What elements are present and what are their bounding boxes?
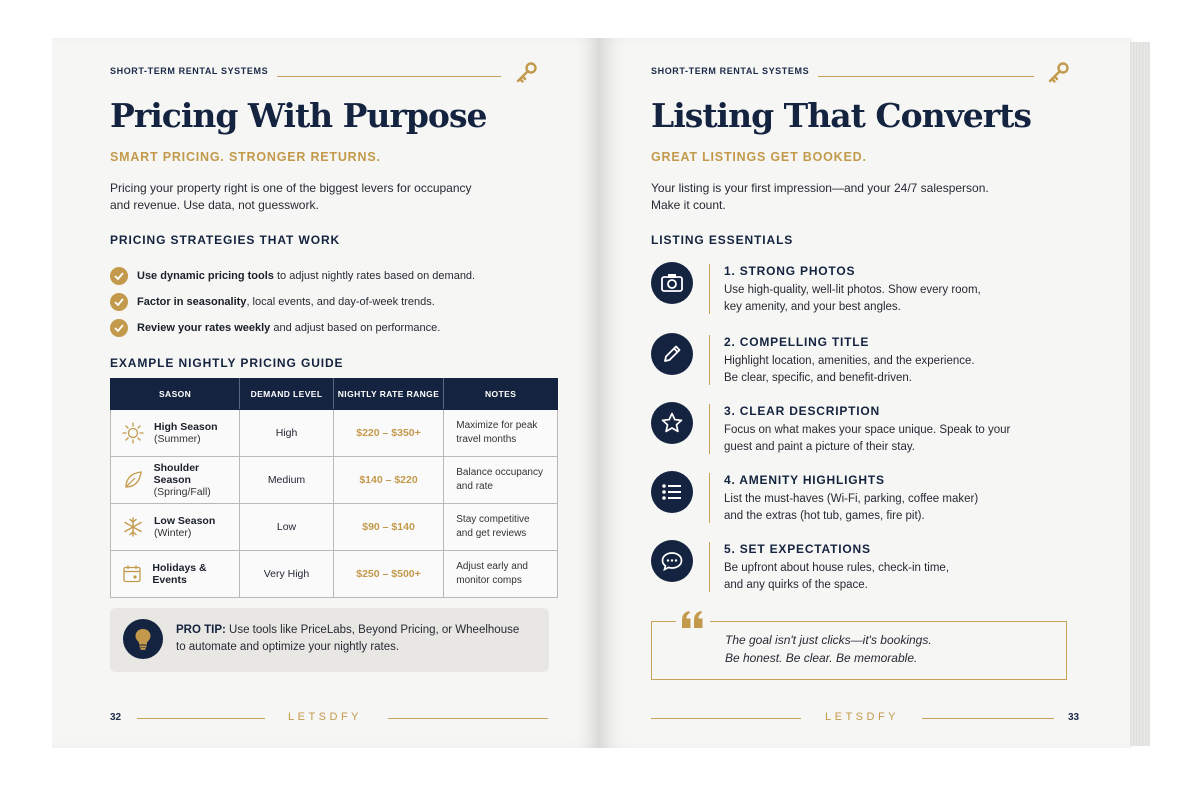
- quote-box: [651, 621, 1067, 680]
- footer-rule: [922, 718, 1054, 719]
- star-icon: [651, 402, 693, 444]
- table-header-row: [111, 379, 558, 410]
- notes-cell: Balance occupancy and rate: [444, 457, 558, 504]
- rate-cell: $250 – $500+: [333, 551, 443, 598]
- lightbulb-icon: [123, 619, 163, 659]
- demand-cell: Very High: [240, 551, 334, 598]
- pro-tip-box: [110, 608, 549, 672]
- snowflake-icon: [120, 514, 146, 540]
- guide-heading: EXAMPLE NIGHTLY PRICING GUIDE: [110, 356, 344, 370]
- essential-text: List the must-haves (Wi-Fi, parking, coffee maker) and the extras (hot tub, games, fire pit).: [724, 493, 979, 522]
- calendar-icon: [120, 561, 144, 587]
- footer-rule: [651, 718, 801, 719]
- list-item: [110, 263, 475, 289]
- demand-cell: High: [240, 410, 334, 457]
- season-sub: (Summer): [154, 433, 201, 445]
- checkmark-icon: [110, 293, 128, 311]
- strategy-text: and adjust based on performance.: [270, 322, 441, 334]
- pro-tip-line: to automate and optimize your nightly rates.: [176, 641, 400, 653]
- page-title: Pricing With Purpose: [110, 96, 487, 135]
- page-subtitle: GREAT LISTINGS GET BOOKED.: [651, 150, 867, 164]
- list-item: [110, 289, 475, 315]
- intro-line: Your listing is your first impression—and your 24/7 salesperson.: [651, 181, 989, 195]
- demand-cell: Low: [240, 504, 334, 551]
- intro-text: [651, 180, 989, 214]
- list-item: [651, 540, 1071, 600]
- strategy-bold: Factor in seasonality: [137, 296, 247, 308]
- header-rule: [818, 76, 1034, 77]
- essential-title: 4. AMENITY HIGHLIGHTS: [724, 473, 885, 487]
- essential-text: Focus on what makes your space unique. Speak to your guest and paint a picture of their stay.: [724, 424, 1011, 453]
- list-item: [651, 471, 1071, 531]
- column-header: DEMAND LEVEL: [240, 379, 334, 410]
- key-icon: [514, 62, 538, 84]
- rate-cell: $220 – $350+: [333, 410, 443, 457]
- header-rule: [277, 76, 501, 77]
- divider: [709, 473, 710, 523]
- divider: [709, 404, 710, 454]
- season-name: Low Season: [154, 515, 216, 527]
- column-header: NOTES: [444, 379, 558, 410]
- essential-text: Be upfront about house rules, check-in time, and any quirks of the space.: [724, 562, 950, 591]
- season-name: Shoulder Season: [153, 462, 200, 486]
- list-item: [651, 262, 1071, 322]
- footer-rule: [388, 718, 548, 719]
- pro-tip-label: PRO TIP:: [176, 624, 226, 636]
- essential-title: 2. COMPELLING TITLE: [724, 335, 870, 349]
- pencil-icon: [651, 333, 693, 375]
- strategy-text: , local events, and day-of-week trends.: [246, 296, 435, 308]
- strategies-heading: PRICING STRATEGIES THAT WORK: [110, 233, 341, 247]
- essential-title: 5. SET EXPECTATIONS: [724, 542, 871, 556]
- divider: [709, 335, 710, 385]
- right-page: [600, 38, 1132, 748]
- list-item: [651, 402, 1071, 462]
- quote-text: The goal isn't just clicks—it's bookings. Be honest. Be clear. Be memorable.: [725, 633, 932, 665]
- running-head: SHORT-TERM RENTAL SYSTEMS: [110, 66, 269, 76]
- strategy-list: [110, 263, 475, 341]
- list-item: [651, 333, 1071, 393]
- camera-icon: [651, 262, 693, 304]
- strategy-bold: Review your rates weekly: [137, 322, 271, 334]
- season-name: Holidays & Events: [152, 562, 207, 586]
- divider: [709, 264, 710, 314]
- footer-rule: [137, 718, 265, 719]
- list-icon: [651, 471, 693, 513]
- checkmark-icon: [110, 319, 128, 337]
- page-edges: [1130, 42, 1150, 746]
- essential-title: 1. STRONG PHOTOS: [724, 264, 856, 278]
- left-page: [52, 38, 600, 748]
- divider: [709, 542, 710, 592]
- rate-cell: $140 – $220: [333, 457, 443, 504]
- page-number: 32: [110, 712, 122, 723]
- notes-cell: Maximize for peak travel months: [444, 410, 558, 457]
- pricing-table: [110, 378, 558, 598]
- essential-text: Use high-quality, well-lit photos. Show every room, key amenity, and your best angles.: [724, 284, 981, 313]
- footer-brand: LETSDFY: [825, 711, 900, 723]
- table-row: [111, 551, 558, 598]
- strategy-bold: Use dynamic pricing tools: [137, 270, 274, 282]
- notes-cell: Adjust early and monitor comps: [444, 551, 558, 598]
- intro-line: Pricing your property right is one of the biggest levers for occupancy: [110, 181, 472, 195]
- essential-text: Highlight location, amenities, and the experience. Be clear, specific, and benefit-driven.: [724, 355, 975, 384]
- quote-mark-icon: [676, 610, 710, 635]
- table-row: [111, 457, 558, 504]
- demand-cell: Medium: [240, 457, 334, 504]
- season-sub: (Spring/Fall): [153, 486, 211, 498]
- rate-cell: $90 – $140: [333, 504, 443, 551]
- pro-tip-text: [176, 622, 519, 656]
- page-number: 33: [1068, 712, 1080, 723]
- table-row: [111, 410, 558, 457]
- list-item: [110, 315, 475, 341]
- strategy-text: to adjust nightly rates based on demand.: [273, 270, 476, 282]
- essentials-heading: LISTING ESSENTIALS: [651, 233, 794, 247]
- column-header: NIGHTLY RATE RANGE: [333, 379, 443, 410]
- key-icon: [1046, 62, 1070, 84]
- table-row: [111, 504, 558, 551]
- intro-text: [110, 180, 472, 214]
- season-sub: (Winter): [154, 527, 192, 539]
- season-name: High Season: [154, 421, 218, 433]
- notes-cell: Stay competitive and get reviews: [444, 504, 558, 551]
- footer-brand: LETSDFY: [288, 711, 363, 723]
- checkmark-icon: [110, 267, 128, 285]
- chat-icon: [651, 540, 693, 582]
- sun-icon: [120, 420, 146, 446]
- intro-line: Make it count.: [651, 198, 726, 212]
- open-book: [52, 38, 1150, 750]
- leaf-icon: [120, 467, 146, 493]
- page-subtitle: SMART PRICING. STRONGER RETURNS.: [110, 150, 381, 164]
- page-title: Listing That Converts: [651, 96, 1031, 135]
- pro-tip-line: Use tools like PriceLabs, Beyond Pricing, or Wheelhouse: [225, 624, 520, 636]
- column-header: SASON: [111, 379, 240, 410]
- essential-title: 3. CLEAR DESCRIPTION: [724, 404, 881, 418]
- intro-line: and revenue. Use data, not guesswork.: [110, 198, 319, 212]
- running-head: SHORT-TERM RENTAL SYSTEMS: [651, 66, 810, 76]
